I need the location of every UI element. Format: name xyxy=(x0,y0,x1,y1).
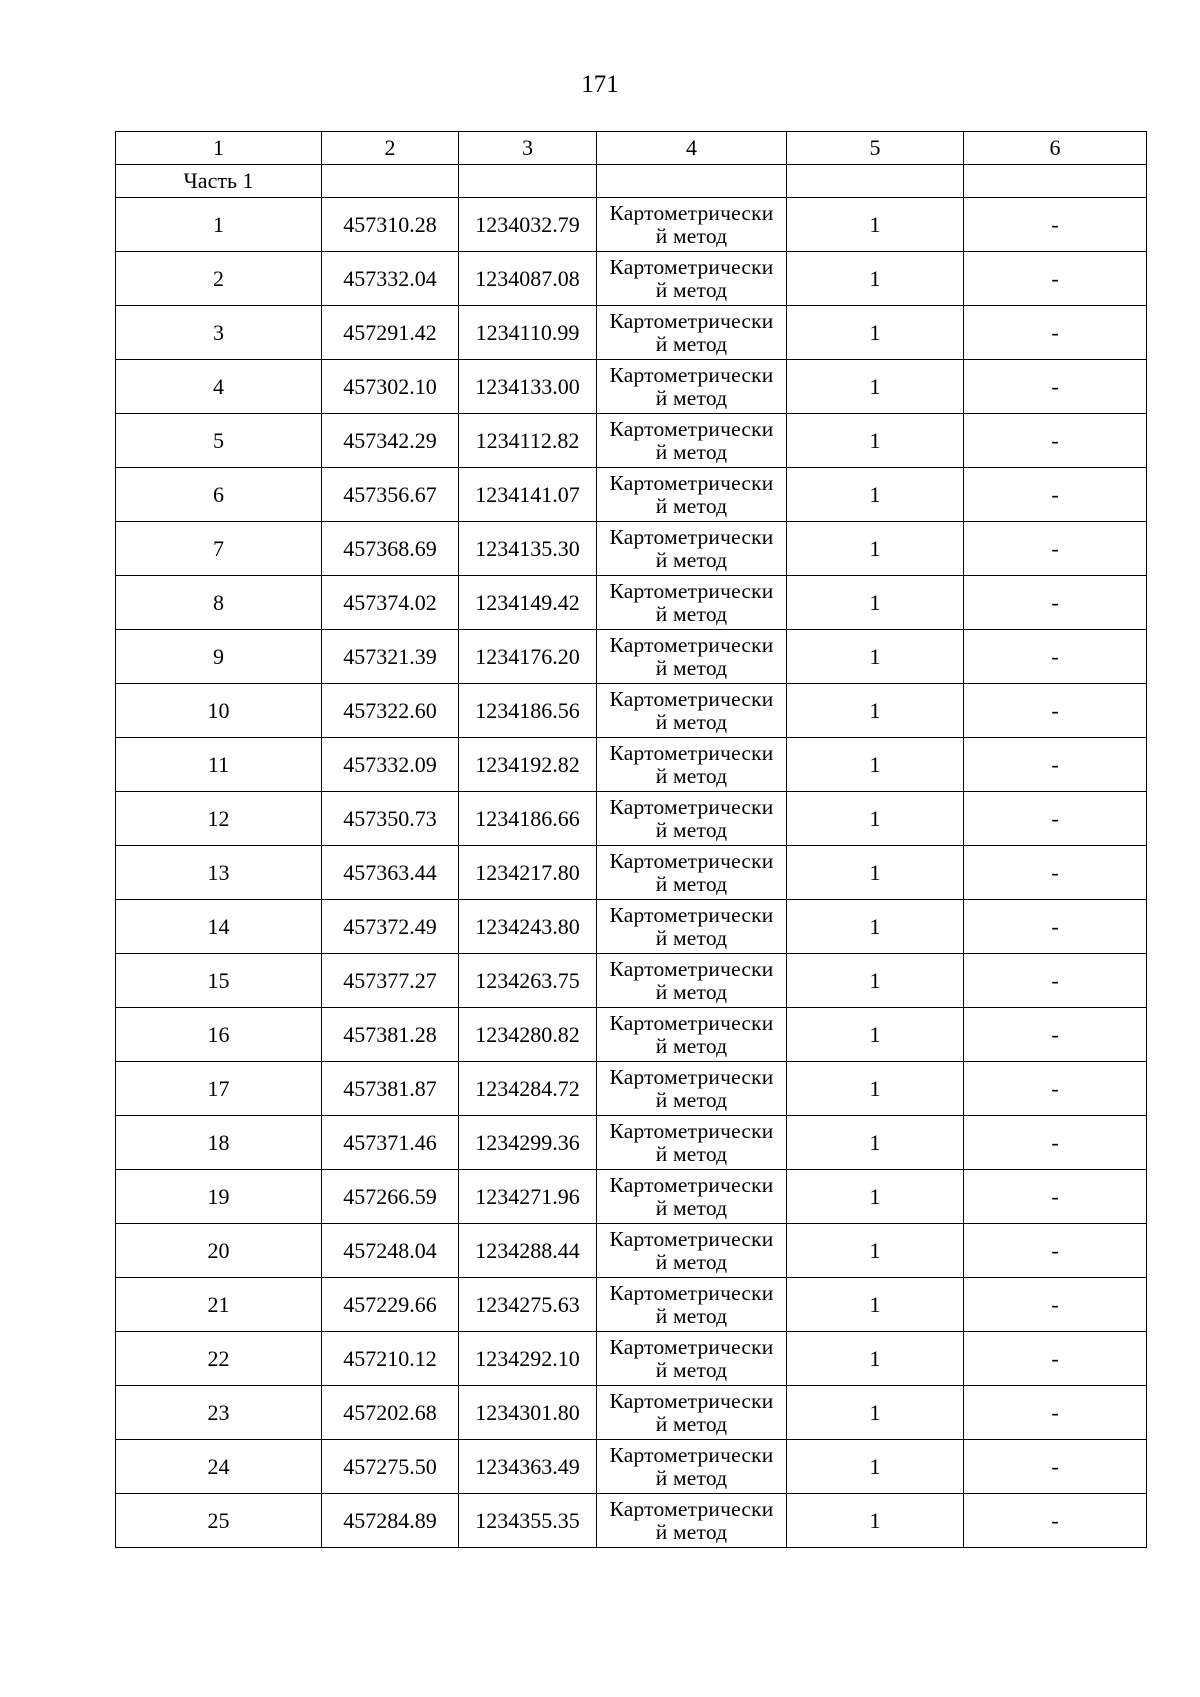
page-number: 171 xyxy=(581,71,619,98)
accuracy-cell: 1 xyxy=(787,1116,964,1170)
accuracy-cell: 1 xyxy=(787,306,964,360)
method-text-line: й метод xyxy=(655,655,728,680)
accuracy-cell: 1 xyxy=(787,1170,964,1224)
method-text-line: Картометрически xyxy=(609,848,774,873)
method-text-line: й метод xyxy=(655,547,728,572)
part-empty-cell xyxy=(459,165,597,198)
table-row xyxy=(116,1278,1147,1332)
point-number-cell: 20 xyxy=(116,1224,322,1278)
method-cell xyxy=(597,198,787,252)
y-coordinate-cell: 1234110.99 xyxy=(459,306,597,360)
y-coordinate-cell: 1234149.42 xyxy=(459,576,597,630)
point-number-cell: 6 xyxy=(116,468,322,522)
method-text-line: Картометрически xyxy=(609,1172,774,1197)
note-cell: - xyxy=(964,1278,1147,1332)
method-text-line: й метод xyxy=(655,1357,728,1382)
part-row xyxy=(116,165,1147,198)
y-coordinate-cell: 1234301.80 xyxy=(459,1386,597,1440)
table-row xyxy=(116,684,1147,738)
header-cell-5: 5 xyxy=(787,132,964,165)
method-text-line: й метод xyxy=(655,1195,728,1220)
accuracy-cell: 1 xyxy=(787,468,964,522)
method-text-line: й метод xyxy=(655,277,728,302)
accuracy-cell: 1 xyxy=(787,198,964,252)
y-coordinate-cell: 1234363.49 xyxy=(459,1440,597,1494)
y-coordinate-cell: 1234263.75 xyxy=(459,954,597,1008)
part-empty-cell xyxy=(787,165,964,198)
method-cell xyxy=(597,1440,787,1494)
accuracy-cell: 1 xyxy=(787,414,964,468)
point-number-cell: 18 xyxy=(116,1116,322,1170)
point-number-cell: 1 xyxy=(116,198,322,252)
note-cell: - xyxy=(964,846,1147,900)
table-row xyxy=(116,252,1147,306)
note-cell: - xyxy=(964,468,1147,522)
method-text-line: й метод xyxy=(655,601,728,626)
point-number-cell: 19 xyxy=(116,1170,322,1224)
accuracy-cell: 1 xyxy=(787,522,964,576)
header-cell-6: 6 xyxy=(964,132,1147,165)
x-coordinate-cell: 457229.66 xyxy=(322,1278,459,1332)
method-cell xyxy=(597,252,787,306)
method-text-line: Картометрически xyxy=(609,1388,774,1413)
note-cell: - xyxy=(964,576,1147,630)
method-text-line: й метод xyxy=(655,493,728,518)
method-text-line: й метод xyxy=(655,871,728,896)
x-coordinate-cell: 457332.04 xyxy=(322,252,459,306)
y-coordinate-cell: 1234141.07 xyxy=(459,468,597,522)
x-coordinate-cell: 457202.68 xyxy=(322,1386,459,1440)
note-cell: - xyxy=(964,414,1147,468)
method-text-line: й метод xyxy=(655,439,728,464)
method-text-line: Картометрически xyxy=(609,1496,774,1521)
note-cell: - xyxy=(964,1116,1147,1170)
y-coordinate-cell: 1234176.20 xyxy=(459,630,597,684)
table-row xyxy=(116,198,1147,252)
method-text-line: й метод xyxy=(655,1303,728,1328)
accuracy-cell: 1 xyxy=(787,1494,964,1548)
accuracy-cell: 1 xyxy=(787,630,964,684)
x-coordinate-cell: 457381.28 xyxy=(322,1008,459,1062)
x-coordinate-cell: 457291.42 xyxy=(322,306,459,360)
part-label: Часть 1 xyxy=(116,165,322,198)
method-text-line: Картометрически xyxy=(609,1442,774,1467)
note-cell: - xyxy=(964,360,1147,414)
method-cell xyxy=(597,414,787,468)
part-empty-cell xyxy=(597,165,787,198)
method-text-line: Картометрически xyxy=(609,1064,774,1089)
point-number-cell: 7 xyxy=(116,522,322,576)
method-text-line: й метод xyxy=(655,1141,728,1166)
point-number-cell: 8 xyxy=(116,576,322,630)
table-row xyxy=(116,1170,1147,1224)
accuracy-cell: 1 xyxy=(787,900,964,954)
accuracy-cell: 1 xyxy=(787,1386,964,1440)
note-cell: - xyxy=(964,1494,1147,1548)
header-cell-2: 2 xyxy=(322,132,459,165)
accuracy-cell: 1 xyxy=(787,846,964,900)
table-row xyxy=(116,306,1147,360)
note-cell: - xyxy=(964,900,1147,954)
y-coordinate-cell: 1234243.80 xyxy=(459,900,597,954)
x-coordinate-cell: 457322.60 xyxy=(322,684,459,738)
method-cell xyxy=(597,630,787,684)
y-coordinate-cell: 1234135.30 xyxy=(459,522,597,576)
method-cell xyxy=(597,1278,787,1332)
y-coordinate-cell: 1234192.82 xyxy=(459,738,597,792)
method-cell xyxy=(597,1332,787,1386)
table-row xyxy=(116,1332,1147,1386)
method-text-line: Картометрически xyxy=(609,308,774,333)
note-cell: - xyxy=(964,1332,1147,1386)
accuracy-cell: 1 xyxy=(787,954,964,1008)
table-row xyxy=(116,792,1147,846)
method-text-line: Картометрически xyxy=(609,470,774,495)
x-coordinate-cell: 457368.69 xyxy=(322,522,459,576)
x-coordinate-cell: 457371.46 xyxy=(322,1116,459,1170)
note-cell: - xyxy=(964,684,1147,738)
accuracy-cell: 1 xyxy=(787,1278,964,1332)
accuracy-cell: 1 xyxy=(787,1440,964,1494)
accuracy-cell: 1 xyxy=(787,1224,964,1278)
method-text-line: Картометрически xyxy=(609,686,774,711)
note-cell: - xyxy=(964,1062,1147,1116)
method-cell xyxy=(597,360,787,414)
x-coordinate-cell: 457381.87 xyxy=(322,1062,459,1116)
accuracy-cell: 1 xyxy=(787,684,964,738)
table-body xyxy=(116,132,1147,1548)
table-row xyxy=(116,414,1147,468)
header-cell-3: 3 xyxy=(459,132,597,165)
y-coordinate-cell: 1234288.44 xyxy=(459,1224,597,1278)
part-empty-cell xyxy=(322,165,459,198)
y-coordinate-cell: 1234292.10 xyxy=(459,1332,597,1386)
method-text-line: й метод xyxy=(655,1249,728,1274)
method-text-line: й метод xyxy=(655,1465,728,1490)
header-cell-1: 1 xyxy=(116,132,322,165)
x-coordinate-cell: 457284.89 xyxy=(322,1494,459,1548)
x-coordinate-cell: 457374.02 xyxy=(322,576,459,630)
x-coordinate-cell: 457275.50 xyxy=(322,1440,459,1494)
note-cell: - xyxy=(964,1224,1147,1278)
coordinates-table xyxy=(115,131,1147,1548)
y-coordinate-cell: 1234299.36 xyxy=(459,1116,597,1170)
table-row xyxy=(116,522,1147,576)
point-number-cell: 17 xyxy=(116,1062,322,1116)
table-row xyxy=(116,468,1147,522)
point-number-cell: 4 xyxy=(116,360,322,414)
method-text-line: Картометрически xyxy=(609,362,774,387)
method-text-line: й метод xyxy=(655,817,728,842)
x-coordinate-cell: 457377.27 xyxy=(322,954,459,1008)
x-coordinate-cell: 457302.10 xyxy=(322,360,459,414)
note-cell: - xyxy=(964,954,1147,1008)
method-cell xyxy=(597,684,787,738)
part-empty-cell xyxy=(964,165,1147,198)
y-coordinate-cell: 1234133.00 xyxy=(459,360,597,414)
method-text-line: Картометрически xyxy=(609,524,774,549)
method-cell xyxy=(597,792,787,846)
y-coordinate-cell: 1234355.35 xyxy=(459,1494,597,1548)
y-coordinate-cell: 1234032.79 xyxy=(459,198,597,252)
table-row xyxy=(116,846,1147,900)
point-number-cell: 15 xyxy=(116,954,322,1008)
x-coordinate-cell: 457342.29 xyxy=(322,414,459,468)
header-cell-4: 4 xyxy=(597,132,787,165)
method-cell xyxy=(597,1062,787,1116)
y-coordinate-cell: 1234284.72 xyxy=(459,1062,597,1116)
note-cell: - xyxy=(964,1170,1147,1224)
note-cell: - xyxy=(964,1386,1147,1440)
accuracy-cell: 1 xyxy=(787,252,964,306)
method-text-line: й метод xyxy=(655,331,728,356)
method-cell xyxy=(597,1494,787,1548)
y-coordinate-cell: 1234186.56 xyxy=(459,684,597,738)
y-coordinate-cell: 1234271.96 xyxy=(459,1170,597,1224)
method-cell xyxy=(597,738,787,792)
table-row xyxy=(116,576,1147,630)
point-number-cell: 16 xyxy=(116,1008,322,1062)
note-cell: - xyxy=(964,522,1147,576)
method-cell xyxy=(597,846,787,900)
table-row xyxy=(116,1062,1147,1116)
point-number-cell: 12 xyxy=(116,792,322,846)
point-number-cell: 11 xyxy=(116,738,322,792)
note-cell: - xyxy=(964,1008,1147,1062)
x-coordinate-cell: 457310.28 xyxy=(322,198,459,252)
note-cell: - xyxy=(964,198,1147,252)
method-cell xyxy=(597,954,787,1008)
table-row xyxy=(116,1008,1147,1062)
point-number-cell: 5 xyxy=(116,414,322,468)
method-cell xyxy=(597,900,787,954)
method-text-line: й метод xyxy=(655,385,728,410)
point-number-cell: 13 xyxy=(116,846,322,900)
table-row xyxy=(116,1386,1147,1440)
method-cell xyxy=(597,306,787,360)
x-coordinate-cell: 457321.39 xyxy=(322,630,459,684)
table-row xyxy=(116,900,1147,954)
method-text-line: Картометрически xyxy=(609,1280,774,1305)
method-text-line: Картометрически xyxy=(609,200,774,225)
method-text-line: Картометрически xyxy=(609,1118,774,1143)
method-text-line: й метод xyxy=(655,223,728,248)
method-cell xyxy=(597,522,787,576)
method-cell xyxy=(597,1386,787,1440)
accuracy-cell: 1 xyxy=(787,1062,964,1116)
x-coordinate-cell: 457210.12 xyxy=(322,1332,459,1386)
method-cell xyxy=(597,576,787,630)
method-text-line: й метод xyxy=(655,709,728,734)
note-cell: - xyxy=(964,792,1147,846)
x-coordinate-cell: 457248.04 xyxy=(322,1224,459,1278)
method-text-line: Картометрически xyxy=(609,416,774,441)
x-coordinate-cell: 457332.09 xyxy=(322,738,459,792)
method-text-line: й метод xyxy=(655,979,728,1004)
point-number-cell: 25 xyxy=(116,1494,322,1548)
point-number-cell: 9 xyxy=(116,630,322,684)
method-text-line: й метод xyxy=(655,1087,728,1112)
point-number-cell: 2 xyxy=(116,252,322,306)
table-row xyxy=(116,360,1147,414)
method-cell xyxy=(597,1224,787,1278)
x-coordinate-cell: 457350.73 xyxy=(322,792,459,846)
accuracy-cell: 1 xyxy=(787,1332,964,1386)
table-row xyxy=(116,954,1147,1008)
table-row xyxy=(116,1116,1147,1170)
method-text-line: Картометрически xyxy=(609,578,774,603)
y-coordinate-cell: 1234087.08 xyxy=(459,252,597,306)
method-cell xyxy=(597,468,787,522)
x-coordinate-cell: 457372.49 xyxy=(322,900,459,954)
note-cell: - xyxy=(964,252,1147,306)
point-number-cell: 10 xyxy=(116,684,322,738)
point-number-cell: 14 xyxy=(116,900,322,954)
table-row xyxy=(116,1440,1147,1494)
y-coordinate-cell: 1234217.80 xyxy=(459,846,597,900)
table-row xyxy=(116,738,1147,792)
method-text-line: й метод xyxy=(655,1033,728,1058)
table-row xyxy=(116,1494,1147,1548)
method-text-line: Картометрически xyxy=(609,740,774,765)
y-coordinate-cell: 1234186.66 xyxy=(459,792,597,846)
note-cell: - xyxy=(964,306,1147,360)
accuracy-cell: 1 xyxy=(787,1008,964,1062)
table-row xyxy=(116,630,1147,684)
header-row xyxy=(116,132,1147,165)
x-coordinate-cell: 457356.67 xyxy=(322,468,459,522)
method-text-line: й метод xyxy=(655,1519,728,1544)
point-number-cell: 24 xyxy=(116,1440,322,1494)
y-coordinate-cell: 1234275.63 xyxy=(459,1278,597,1332)
note-cell: - xyxy=(964,738,1147,792)
note-cell: - xyxy=(964,630,1147,684)
accuracy-cell: 1 xyxy=(787,738,964,792)
point-number-cell: 21 xyxy=(116,1278,322,1332)
method-text-line: й метод xyxy=(655,763,728,788)
accuracy-cell: 1 xyxy=(787,792,964,846)
method-cell xyxy=(597,1116,787,1170)
x-coordinate-cell: 457266.59 xyxy=(322,1170,459,1224)
method-text-line: Картометрически xyxy=(609,1334,774,1359)
method-text-line: й метод xyxy=(655,925,728,950)
method-cell xyxy=(597,1008,787,1062)
x-coordinate-cell: 457363.44 xyxy=(322,846,459,900)
method-cell xyxy=(597,1170,787,1224)
y-coordinate-cell: 1234112.82 xyxy=(459,414,597,468)
method-text-line: Картометрически xyxy=(609,1010,774,1035)
method-text-line: Картометрически xyxy=(609,254,774,279)
method-text-line: Картометрически xyxy=(609,956,774,981)
point-number-cell: 23 xyxy=(116,1386,322,1440)
note-cell: - xyxy=(964,1440,1147,1494)
point-number-cell: 22 xyxy=(116,1332,322,1386)
point-number-cell: 3 xyxy=(116,306,322,360)
method-text-line: й метод xyxy=(655,1411,728,1436)
method-text-line: Картометрически xyxy=(609,632,774,657)
method-text-line: Картометрически xyxy=(609,1226,774,1251)
table-row xyxy=(116,1224,1147,1278)
method-text-line: Картометрически xyxy=(609,794,774,819)
accuracy-cell: 1 xyxy=(787,576,964,630)
accuracy-cell: 1 xyxy=(787,360,964,414)
method-text-line: Картометрически xyxy=(609,902,774,927)
y-coordinate-cell: 1234280.82 xyxy=(459,1008,597,1062)
